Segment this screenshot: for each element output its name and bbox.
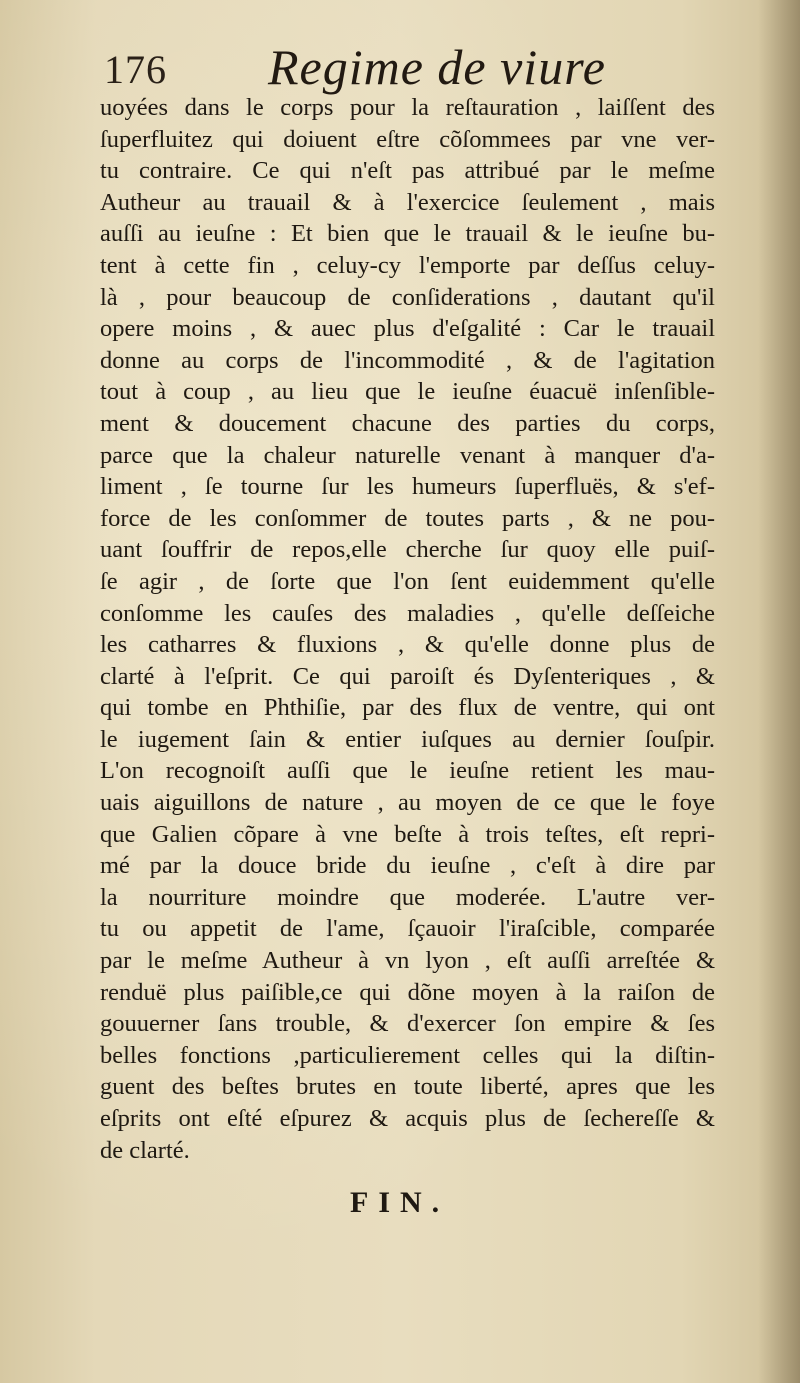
body-text bbox=[100, 92, 715, 1166]
text-line: eſprits ont eſté eſpurez & acquis plus de ſechereſſe & bbox=[100, 1105, 715, 1132]
text-line: ment & doucement chacune des parties du corps, bbox=[100, 409, 715, 437]
text-line: uant ſouffrir de repos,elle cherche ſur quoy elle puiſ- bbox=[100, 536, 715, 564]
text-line: que Galien cõpare à vne beſte à trois teſtes, eſt repri- bbox=[100, 820, 715, 848]
text-line: Autheur au trauail & à l'exercice ſeulement , mais bbox=[100, 188, 715, 216]
text-line: là , pour beaucoup de conſiderations , dautant qu'il bbox=[100, 283, 715, 311]
text-line: tu ou appetit de l'ame, ſçauoir l'iraſcible, comparée bbox=[100, 915, 715, 943]
text-line: auſſi au ieuſne : Et bien que le trauail & le ieuſne bu- bbox=[100, 220, 715, 248]
text-line: opere moins , & auec plus d'eſgalité : Car le trauail bbox=[100, 315, 715, 343]
text-line: ſuperfluitez qui doiuent eſtre cõſommees par vne ver- bbox=[100, 125, 715, 153]
text-line: uais aiguillons de nature , au moyen de ce que le foye bbox=[100, 789, 715, 817]
text-line: les catharres & fluxions , & qu'elle donne plus de bbox=[100, 631, 715, 659]
text-line: liment , ſe tourne ſur les humeurs ſuperfluës, & s'ef- bbox=[100, 473, 715, 501]
text-line: le iugement ſain & entier iuſques au dernier ſouſpir. bbox=[100, 725, 715, 753]
text-line: parce que la chaleur naturelle venant à manquer d'a- bbox=[100, 441, 715, 469]
text-line: donne au corps de l'incommodité , & de l'agitation bbox=[100, 346, 715, 374]
text-line: clarté à l'eſprit. Ce qui paroiſt és Dyſenteriques , & bbox=[100, 662, 715, 690]
text-line: force de les conſommer de toutes parts , & ne pou- bbox=[100, 504, 715, 532]
fin-marker: FIN. bbox=[350, 1186, 450, 1219]
text-line: qui tombe en Phthiſie, par des flux de ventre, qui ont bbox=[100, 694, 715, 722]
text-line: par le meſme Autheur à vn lyon , eſt auſſi arreſtée & bbox=[100, 947, 715, 975]
text-line: L'on recognoiſt auſſi que le ieuſne retient les mau- bbox=[100, 757, 715, 785]
text-line: tu contraire. Ce qui n'eſt pas attribué par le meſme bbox=[100, 157, 715, 185]
text-line: belles fonctions ,particulierement celles qui la diſtin- bbox=[100, 1041, 715, 1069]
text-line: gouuerner ſans trouble, & d'exercer ſon empire & ſes bbox=[100, 1010, 715, 1038]
running-title: Regime de viure bbox=[268, 39, 606, 95]
text-line: de clarté. bbox=[100, 1136, 190, 1164]
spine-shadow bbox=[758, 0, 800, 1383]
page-number: 176 bbox=[104, 47, 167, 92]
text-line: conſomme les cauſes des maladies , qu'elle deſſeiche bbox=[100, 599, 715, 627]
text-line: guent des beſtes brutes en toute liberté, apres que les bbox=[100, 1073, 715, 1101]
text-line: renduë plus paiſible,ce qui dõne moyen à la raiſon de bbox=[100, 978, 715, 1006]
text-line: uoyées dans le corps pour la reſtauration , laiſſent des bbox=[100, 94, 715, 121]
text-line: mé par la douce bride du ieuſne , c'eſt à dire par bbox=[100, 852, 715, 880]
text-line: ſe agir , de ſorte que l'on ſent euidemment qu'elle bbox=[100, 567, 715, 595]
text-line: la nourriture moindre que moderée. L'autre ver- bbox=[100, 883, 715, 911]
page-header bbox=[104, 38, 724, 98]
text-line: tout à coup , au lieu que le ieuſne éuacuë inſenſible- bbox=[100, 378, 715, 406]
text-line: tent à cette fin , celuy-cy l'emporte par deſſus celuy- bbox=[100, 251, 715, 279]
